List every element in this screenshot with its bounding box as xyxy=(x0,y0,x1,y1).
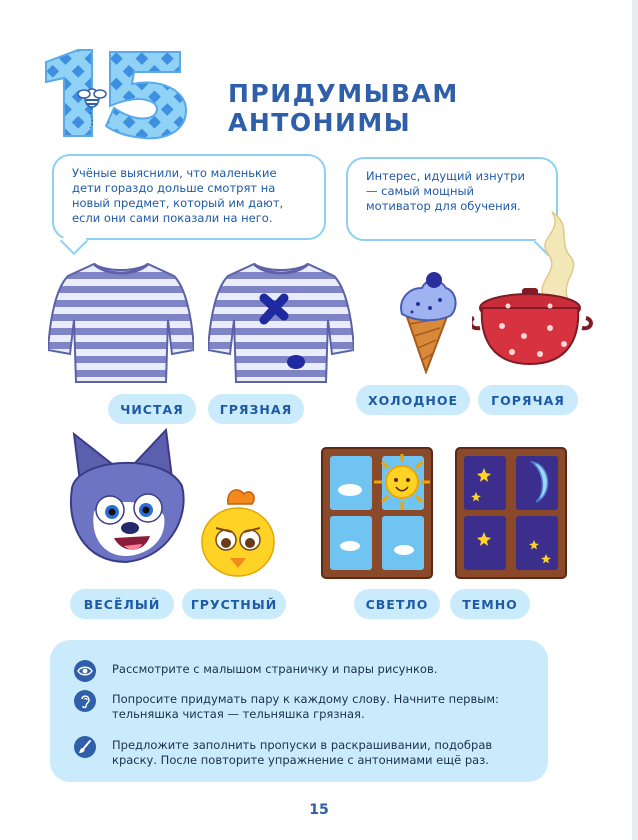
eye-icon xyxy=(74,660,96,682)
fact-bubble-left xyxy=(52,154,326,240)
instruction-item xyxy=(74,738,532,768)
page-edge xyxy=(632,0,638,840)
clean-shirt-image xyxy=(48,258,194,386)
cheerful-wolf-image xyxy=(64,428,188,568)
word-sad: ГРУСТНЫЙ xyxy=(182,589,286,619)
sad-chick-image xyxy=(198,486,276,578)
title-line-2: АНТОНИМЫ xyxy=(228,108,412,137)
instruction-text: Попросите придумать пару к каждому слову. Начните первым: тельняшка чистая — тельняшка грязная. xyxy=(112,692,499,721)
word-dirty: ГРЯЗНАЯ xyxy=(208,394,304,424)
instruction-item xyxy=(74,662,532,682)
dark-window-image xyxy=(454,446,568,580)
instruction-text: Предложите заполнить пропуски в раскрашивании, подобрав краску. После повторите упражнение с антонимами ещё раз. xyxy=(112,738,493,767)
hot-pot-image xyxy=(472,208,596,372)
fact-text-left: Учёные выяснили, что маленькие дети гораздо дольше смотрят на новый предмет, который им дают, если они сами показали на него. xyxy=(72,166,284,225)
word-cheerful: ВЕСЁЛЫЙ xyxy=(70,589,174,619)
word-clean: ЧИСТАЯ xyxy=(108,394,196,424)
dirty-shirt-image xyxy=(208,258,354,386)
instruction-text: Рассмотрите с малышом страничку и пары рисунков. xyxy=(112,662,438,676)
word-dark: ТЕМНО xyxy=(450,589,530,619)
bright-window-image xyxy=(320,446,434,580)
page-number: 15 xyxy=(309,802,329,818)
title-line-1: ПРИДУМЫВАМ xyxy=(228,79,459,108)
brush-icon xyxy=(74,736,96,758)
ear-icon xyxy=(74,690,96,712)
word-light: СВЕТЛО xyxy=(354,589,440,619)
lesson-number-graphic xyxy=(40,48,190,140)
fact-text-right: Интерес, идущий изнутри — самый мощный мотиватор для обучения. xyxy=(366,169,525,213)
instruction-item xyxy=(74,692,532,722)
ice-cream-image xyxy=(396,270,460,374)
word-hot: ГОРЯЧАЯ xyxy=(478,385,578,415)
page-title xyxy=(228,79,459,137)
instructions-panel xyxy=(50,640,548,782)
word-cold: ХОЛОДНОЕ xyxy=(356,385,470,415)
